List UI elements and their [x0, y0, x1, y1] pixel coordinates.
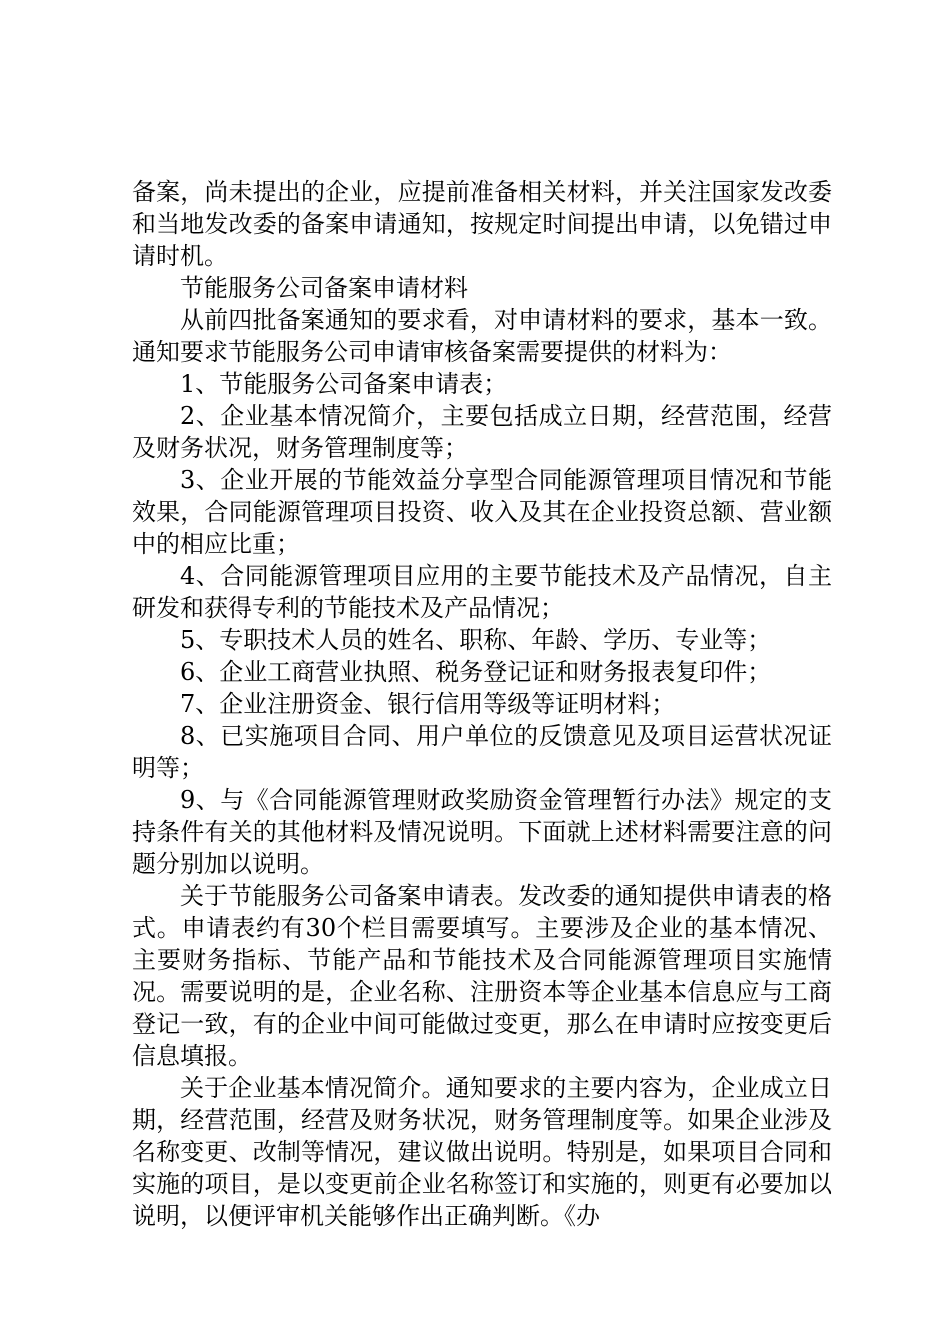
- document-body: [132, 176, 832, 1232]
- list-item-2: 2、企业基本情况简介，主要包括成立日期，经营范围，经营及财务状况，财务管理制度等；: [132, 402, 832, 462]
- paragraph-intro: 从前四批备案通知的要求看，对申请材料的要求，基本一致。通知要求节能服务公司申请审核备案需要提供的材料为：: [132, 306, 832, 366]
- section-heading-materials: 节能服务公司备案申请材料: [180, 274, 468, 302]
- list-item-1: 1、节能服务公司备案申请表；: [180, 370, 508, 398]
- list-item-8: 8、已实施项目合同、用户单位的反馈意见及项目运营状况证明等；: [132, 722, 832, 782]
- paragraph-application-form: 关于节能服务公司备案申请表。发改委的通知提供申请表的格式。申请表约有30个栏目需要填写。主要涉及企业的基本情况、主要财务指标、节能产品和节能技术及合同能源管理项目实施情况。需要说明的是，企业名称、注册资本等企业基本信息应与工商登记一致，有的企业中间可能做过变更，那么在申请时应按变更后信息填报。: [132, 882, 832, 1070]
- list-item-9: 9、与《合同能源管理财政奖励资金管理暂行办法》规定的支持条件有关的其他材料及情况说明。下面就上述材料需要注意的问题分别加以说明。: [132, 786, 832, 878]
- paragraph-company-profile: 关于企业基本情况简介。通知要求的主要内容为，企业成立日期，经营范围，经营及财务状况，财务管理制度等。如果企业涉及名称变更、改制等情况，建议做出说明。特别是，如果项目合同和实施的项目，是以变更前企业名称签订和实施的，则更有必要加以说明，以便评审机关能够作出正确判断。《办: [132, 1074, 832, 1230]
- list-item-5: 5、专职技术人员的姓名、职称、年龄、学历、专业等；: [180, 626, 772, 654]
- list-item-6: 6、企业工商营业执照、税务登记证和财务报表复印件；: [180, 658, 772, 686]
- list-item-4: 4、合同能源管理项目应用的主要节能技术及产品情况，自主研发和获得专利的节能技术及产品情况；: [132, 562, 832, 622]
- list-item-7: 7、企业注册资金、银行信用等级等证明材料；: [180, 690, 676, 718]
- paragraph-continuation: 备案，尚未提出的企业，应提前准备相关材料，并关注国家发改委和当地发改委的备案申请通知，按规定时间提出申请，以免错过申请时机。: [132, 178, 832, 270]
- list-item-3: 3、企业开展的节能效益分享型合同能源管理项目情况和节能效果，合同能源管理项目投资、收入及其在企业投资总额、营业额中的相应比重；: [132, 466, 832, 558]
